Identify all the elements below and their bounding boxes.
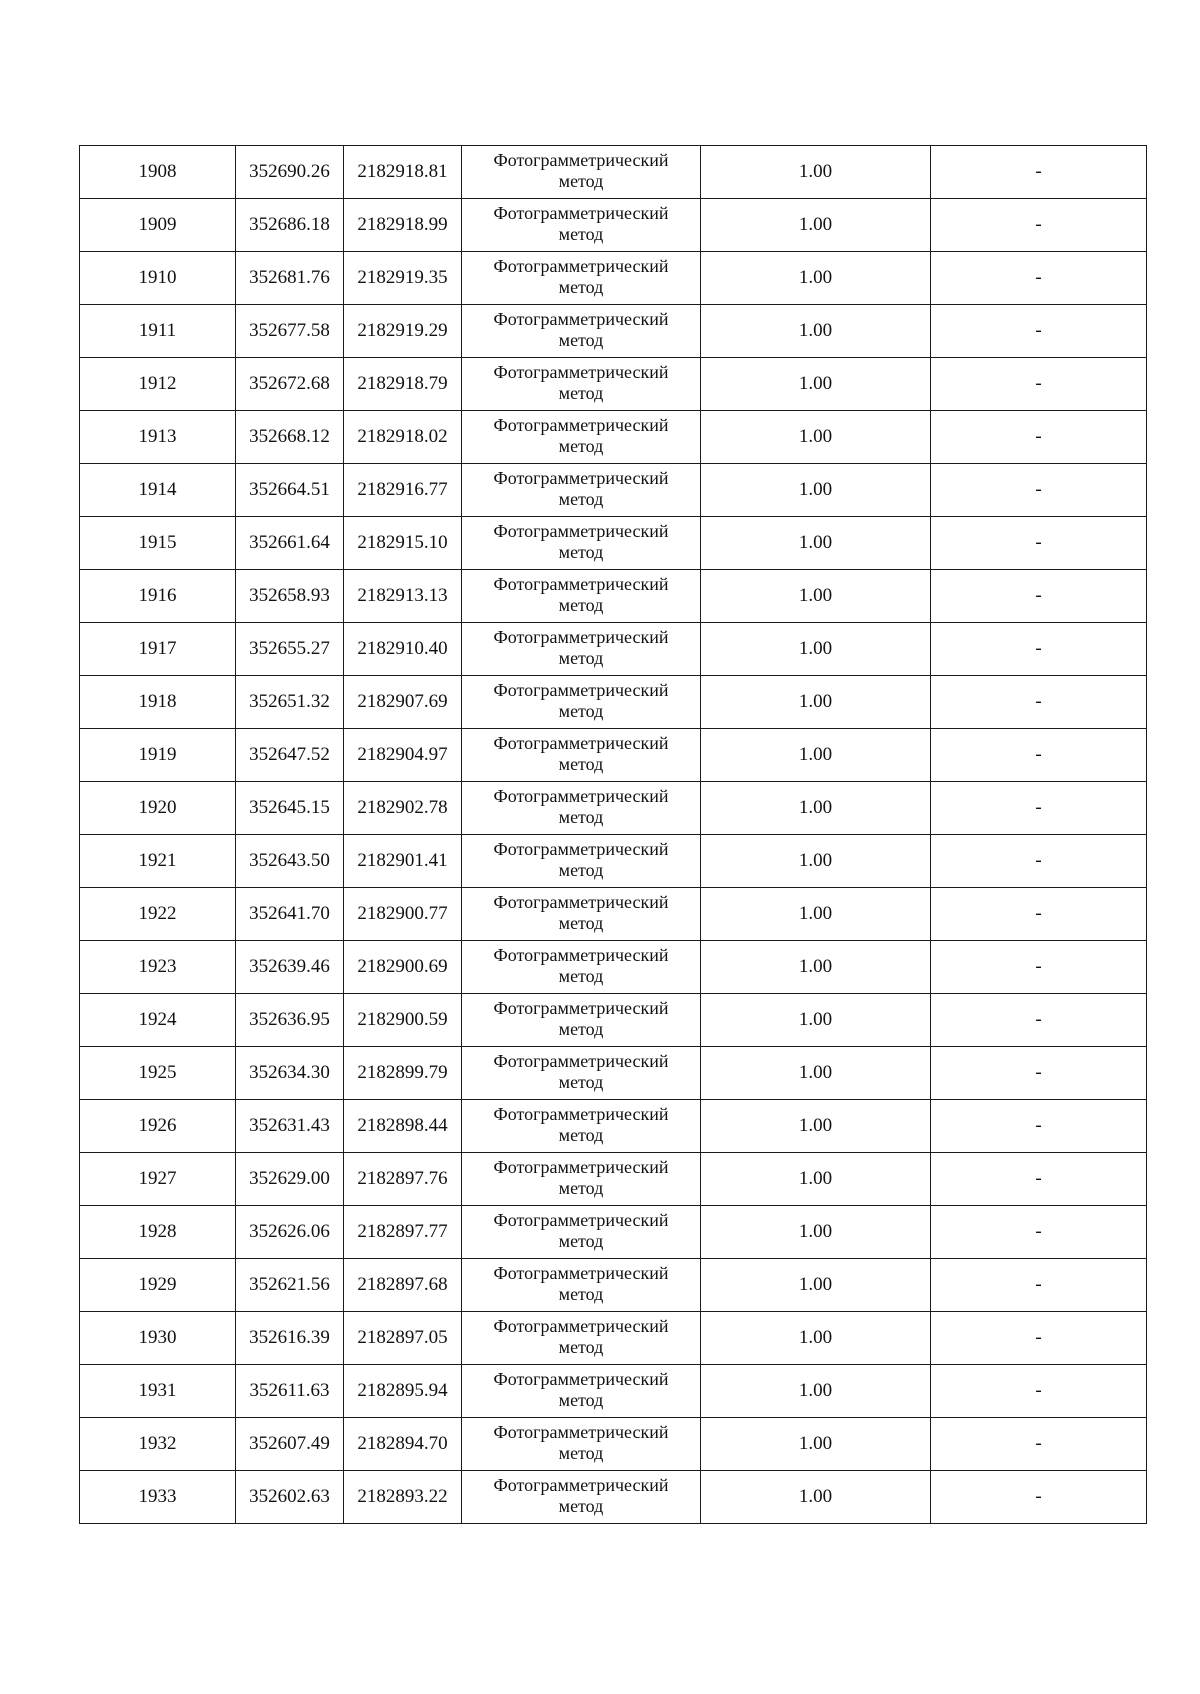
y-coordinate-cell: 2182898.44	[344, 1100, 462, 1153]
method-line-2: метод	[558, 1337, 604, 1357]
method-line-1: Фотограмметрический	[493, 468, 669, 488]
accuracy-cell: 1.00	[701, 1312, 931, 1365]
method-cell	[462, 464, 701, 517]
x-coordinate-cell: 352641.70	[236, 888, 344, 941]
x-coordinate-cell: 352636.95	[236, 994, 344, 1047]
method-line-1: Фотограмметрический	[493, 945, 669, 965]
note-cell: -	[931, 1365, 1147, 1418]
method-line-2: метод	[558, 1443, 604, 1463]
x-coordinate-cell: 352616.39	[236, 1312, 344, 1365]
method-cell	[462, 1206, 701, 1259]
note-cell: -	[931, 1312, 1147, 1365]
note-cell: -	[931, 1471, 1147, 1524]
method-line-2: метод	[558, 701, 604, 721]
x-coordinate-cell: 352647.52	[236, 729, 344, 782]
y-coordinate-cell: 2182900.77	[344, 888, 462, 941]
note-cell: -	[931, 570, 1147, 623]
y-coordinate-cell: 2182907.69	[344, 676, 462, 729]
point-number-cell: 1925	[80, 1047, 236, 1100]
accuracy-cell: 1.00	[701, 464, 931, 517]
accuracy-cell: 1.00	[701, 729, 931, 782]
y-coordinate-cell: 2182919.29	[344, 305, 462, 358]
point-number-cell: 1930	[80, 1312, 236, 1365]
note-cell: -	[931, 146, 1147, 199]
note-cell: -	[931, 888, 1147, 941]
note-cell: -	[931, 305, 1147, 358]
table-row	[80, 517, 1147, 570]
method-line-1: Фотограмметрический	[493, 362, 669, 382]
x-coordinate-cell: 352639.46	[236, 941, 344, 994]
accuracy-cell: 1.00	[701, 305, 931, 358]
method-line-1: Фотограмметрический	[493, 574, 669, 594]
y-coordinate-cell: 2182897.77	[344, 1206, 462, 1259]
accuracy-cell: 1.00	[701, 199, 931, 252]
y-coordinate-cell: 2182916.77	[344, 464, 462, 517]
method-cell	[462, 994, 701, 1047]
y-coordinate-cell: 2182897.76	[344, 1153, 462, 1206]
point-number-cell: 1931	[80, 1365, 236, 1418]
point-number-cell: 1914	[80, 464, 236, 517]
method-line-1: Фотограмметрический	[493, 309, 669, 329]
method-line-2: метод	[558, 860, 604, 880]
method-cell	[462, 782, 701, 835]
method-line-1: Фотограмметрический	[493, 680, 669, 700]
table-row	[80, 623, 1147, 676]
y-coordinate-cell: 2182918.99	[344, 199, 462, 252]
x-coordinate-cell: 352643.50	[236, 835, 344, 888]
note-cell: -	[931, 1418, 1147, 1471]
accuracy-cell: 1.00	[701, 1100, 931, 1153]
point-number-cell: 1912	[80, 358, 236, 411]
y-coordinate-cell: 2182902.78	[344, 782, 462, 835]
accuracy-cell: 1.00	[701, 252, 931, 305]
method-line-1: Фотограмметрический	[493, 1157, 669, 1177]
table-row	[80, 1471, 1147, 1524]
method-line-2: метод	[558, 1019, 604, 1039]
method-line-1: Фотограмметрический	[493, 521, 669, 541]
point-number-cell: 1915	[80, 517, 236, 570]
point-number-cell: 1921	[80, 835, 236, 888]
note-cell: -	[931, 729, 1147, 782]
method-cell	[462, 1259, 701, 1312]
note-cell: -	[931, 1047, 1147, 1100]
accuracy-cell: 1.00	[701, 1047, 931, 1100]
y-coordinate-cell: 2182910.40	[344, 623, 462, 676]
method-line-2: метод	[558, 966, 604, 986]
method-cell	[462, 676, 701, 729]
method-line-1: Фотограмметрический	[493, 1316, 669, 1336]
point-number-cell: 1910	[80, 252, 236, 305]
table-row	[80, 1206, 1147, 1259]
y-coordinate-cell: 2182893.22	[344, 1471, 462, 1524]
table-row	[80, 358, 1147, 411]
method-line-1: Фотограмметрический	[493, 839, 669, 859]
method-cell	[462, 199, 701, 252]
x-coordinate-cell: 352621.56	[236, 1259, 344, 1312]
x-coordinate-cell: 352602.63	[236, 1471, 344, 1524]
method-line-2: метод	[558, 1496, 604, 1516]
method-line-1: Фотограмметрический	[493, 733, 669, 753]
method-line-1: Фотограмметрический	[493, 892, 669, 912]
method-line-2: метод	[558, 754, 604, 774]
method-line-1: Фотограмметрический	[493, 1475, 669, 1495]
table-row	[80, 146, 1147, 199]
note-cell: -	[931, 517, 1147, 570]
x-coordinate-cell: 352655.27	[236, 623, 344, 676]
note-cell: -	[931, 782, 1147, 835]
note-cell: -	[931, 464, 1147, 517]
method-cell	[462, 623, 701, 676]
x-coordinate-cell: 352645.15	[236, 782, 344, 835]
method-cell	[462, 888, 701, 941]
method-line-2: метод	[558, 1284, 604, 1304]
method-line-2: метод	[558, 542, 604, 562]
method-line-1: Фотограмметрический	[493, 256, 669, 276]
note-cell: -	[931, 994, 1147, 1047]
note-cell: -	[931, 199, 1147, 252]
accuracy-cell: 1.00	[701, 835, 931, 888]
accuracy-cell: 1.00	[701, 358, 931, 411]
table-row	[80, 1047, 1147, 1100]
point-number-cell: 1922	[80, 888, 236, 941]
point-number-cell: 1918	[80, 676, 236, 729]
accuracy-cell: 1.00	[701, 941, 931, 994]
point-number-cell: 1919	[80, 729, 236, 782]
method-line-2: метод	[558, 913, 604, 933]
accuracy-cell: 1.00	[701, 782, 931, 835]
x-coordinate-cell: 352677.58	[236, 305, 344, 358]
table-row	[80, 994, 1147, 1047]
x-coordinate-cell: 352686.18	[236, 199, 344, 252]
note-cell: -	[931, 358, 1147, 411]
y-coordinate-cell: 2182918.02	[344, 411, 462, 464]
accuracy-cell: 1.00	[701, 411, 931, 464]
table-row	[80, 464, 1147, 517]
method-cell	[462, 305, 701, 358]
method-line-1: Фотограмметрический	[493, 1051, 669, 1071]
table-row	[80, 570, 1147, 623]
method-line-2: метод	[558, 1231, 604, 1251]
y-coordinate-cell: 2182918.81	[344, 146, 462, 199]
method-cell	[462, 517, 701, 570]
accuracy-cell: 1.00	[701, 570, 931, 623]
method-line-2: метод	[558, 330, 604, 350]
accuracy-cell: 1.00	[701, 1365, 931, 1418]
method-cell	[462, 1418, 701, 1471]
method-line-1: Фотограмметрический	[493, 203, 669, 223]
point-number-cell: 1932	[80, 1418, 236, 1471]
x-coordinate-cell: 352611.63	[236, 1365, 344, 1418]
point-number-cell: 1924	[80, 994, 236, 1047]
method-cell	[462, 570, 701, 623]
method-cell	[462, 1153, 701, 1206]
method-line-2: метод	[558, 807, 604, 827]
point-number-cell: 1909	[80, 199, 236, 252]
method-cell	[462, 729, 701, 782]
method-line-2: метод	[558, 489, 604, 509]
point-number-cell: 1929	[80, 1259, 236, 1312]
point-number-cell: 1920	[80, 782, 236, 835]
method-line-1: Фотограмметрический	[493, 627, 669, 647]
y-coordinate-cell: 2182901.41	[344, 835, 462, 888]
method-line-2: метод	[558, 1178, 604, 1198]
x-coordinate-cell: 352690.26	[236, 146, 344, 199]
table-row	[80, 729, 1147, 782]
method-cell	[462, 1365, 701, 1418]
note-cell: -	[931, 623, 1147, 676]
point-number-cell: 1916	[80, 570, 236, 623]
method-line-2: метод	[558, 171, 604, 191]
table-row	[80, 411, 1147, 464]
note-cell: -	[931, 676, 1147, 729]
accuracy-cell: 1.00	[701, 146, 931, 199]
method-line-2: метод	[558, 224, 604, 244]
point-number-cell: 1908	[80, 146, 236, 199]
table-row	[80, 1365, 1147, 1418]
y-coordinate-cell: 2182897.68	[344, 1259, 462, 1312]
method-line-2: метод	[558, 436, 604, 456]
method-cell	[462, 835, 701, 888]
method-line-1: Фотограмметрический	[493, 1104, 669, 1124]
point-number-cell: 1927	[80, 1153, 236, 1206]
accuracy-cell: 1.00	[701, 888, 931, 941]
method-cell	[462, 252, 701, 305]
x-coordinate-cell: 352629.00	[236, 1153, 344, 1206]
point-number-cell: 1933	[80, 1471, 236, 1524]
table-row	[80, 782, 1147, 835]
method-cell	[462, 1100, 701, 1153]
method-line-1: Фотограмметрический	[493, 1210, 669, 1230]
note-cell: -	[931, 1100, 1147, 1153]
note-cell: -	[931, 1259, 1147, 1312]
method-cell	[462, 358, 701, 411]
y-coordinate-cell: 2182919.35	[344, 252, 462, 305]
table-row	[80, 1259, 1147, 1312]
y-coordinate-cell: 2182904.97	[344, 729, 462, 782]
method-line-1: Фотограмметрический	[493, 786, 669, 806]
method-cell	[462, 411, 701, 464]
accuracy-cell: 1.00	[701, 994, 931, 1047]
y-coordinate-cell: 2182900.59	[344, 994, 462, 1047]
point-number-cell: 1911	[80, 305, 236, 358]
point-number-cell: 1917	[80, 623, 236, 676]
accuracy-cell: 1.00	[701, 1418, 931, 1471]
method-cell	[462, 1312, 701, 1365]
x-coordinate-cell: 352626.06	[236, 1206, 344, 1259]
x-coordinate-cell: 352634.30	[236, 1047, 344, 1100]
x-coordinate-cell: 352658.93	[236, 570, 344, 623]
accuracy-cell: 1.00	[701, 623, 931, 676]
table-row	[80, 676, 1147, 729]
method-line-1: Фотограмметрический	[493, 1369, 669, 1389]
y-coordinate-cell: 2182894.70	[344, 1418, 462, 1471]
note-cell: -	[931, 252, 1147, 305]
method-line-1: Фотограмметрический	[493, 998, 669, 1018]
method-line-2: метод	[558, 1390, 604, 1410]
note-cell: -	[931, 835, 1147, 888]
method-line-2: метод	[558, 1072, 604, 1092]
table-row	[80, 199, 1147, 252]
accuracy-cell: 1.00	[701, 517, 931, 570]
method-cell	[462, 1047, 701, 1100]
table-row	[80, 1100, 1147, 1153]
point-number-cell: 1923	[80, 941, 236, 994]
point-number-cell: 1913	[80, 411, 236, 464]
method-cell	[462, 146, 701, 199]
method-line-2: метод	[558, 383, 604, 403]
x-coordinate-cell: 352672.68	[236, 358, 344, 411]
method-cell	[462, 941, 701, 994]
x-coordinate-cell: 352631.43	[236, 1100, 344, 1153]
table-row	[80, 1153, 1147, 1206]
x-coordinate-cell: 352661.64	[236, 517, 344, 570]
table-row	[80, 1418, 1147, 1471]
table-body	[80, 146, 1147, 1524]
accuracy-cell: 1.00	[701, 1206, 931, 1259]
y-coordinate-cell: 2182913.13	[344, 570, 462, 623]
x-coordinate-cell: 352651.32	[236, 676, 344, 729]
accuracy-cell: 1.00	[701, 676, 931, 729]
y-coordinate-cell: 2182915.10	[344, 517, 462, 570]
y-coordinate-cell: 2182899.79	[344, 1047, 462, 1100]
note-cell: -	[931, 411, 1147, 464]
method-line-2: метод	[558, 1125, 604, 1145]
x-coordinate-cell: 352668.12	[236, 411, 344, 464]
method-line-1: Фотограмметрический	[493, 1422, 669, 1442]
table-row	[80, 1312, 1147, 1365]
method-line-2: метод	[558, 648, 604, 668]
method-cell	[462, 1471, 701, 1524]
accuracy-cell: 1.00	[701, 1471, 931, 1524]
table-row	[80, 888, 1147, 941]
table-row	[80, 305, 1147, 358]
accuracy-cell: 1.00	[701, 1259, 931, 1312]
note-cell: -	[931, 1206, 1147, 1259]
method-line-1: Фотограмметрический	[493, 150, 669, 170]
x-coordinate-cell: 352664.51	[236, 464, 344, 517]
x-coordinate-cell: 352607.49	[236, 1418, 344, 1471]
note-cell: -	[931, 941, 1147, 994]
y-coordinate-cell: 2182918.79	[344, 358, 462, 411]
point-number-cell: 1928	[80, 1206, 236, 1259]
note-cell: -	[931, 1153, 1147, 1206]
method-line-1: Фотограмметрический	[493, 1263, 669, 1283]
method-line-2: метод	[558, 277, 604, 297]
accuracy-cell: 1.00	[701, 1153, 931, 1206]
method-line-2: метод	[558, 595, 604, 615]
table-row	[80, 941, 1147, 994]
y-coordinate-cell: 2182897.05	[344, 1312, 462, 1365]
x-coordinate-cell: 352681.76	[236, 252, 344, 305]
y-coordinate-cell: 2182900.69	[344, 941, 462, 994]
table-row	[80, 252, 1147, 305]
y-coordinate-cell: 2182895.94	[344, 1365, 462, 1418]
coordinates-table	[79, 145, 1147, 1524]
table-row	[80, 835, 1147, 888]
method-line-1: Фотограмметрический	[493, 415, 669, 435]
point-number-cell: 1926	[80, 1100, 236, 1153]
